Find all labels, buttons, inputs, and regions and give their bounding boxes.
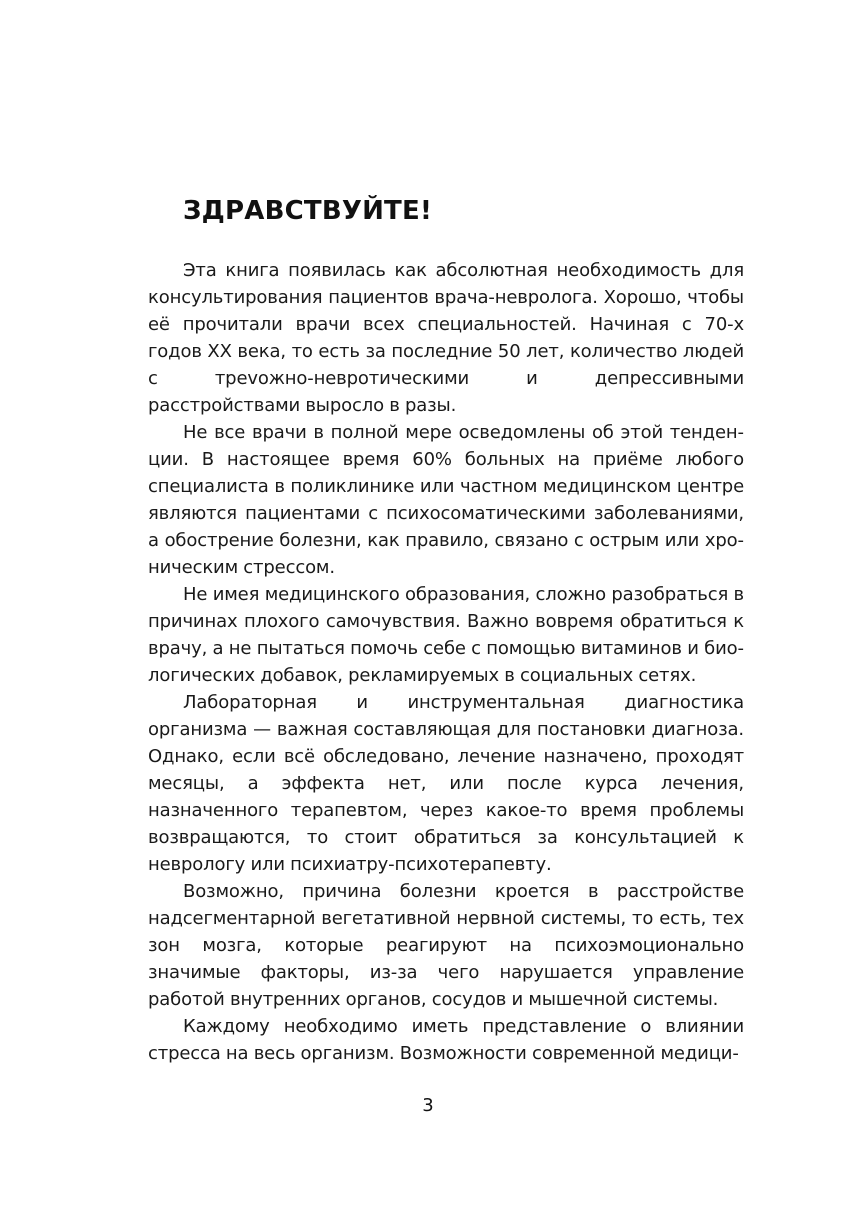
paragraph-5: Возможно, причина болезни кроется в расстройстве надсегментарной вегетативной нервной системы, то есть, тех зон мозга, которые реагируют на психоэмоционально значимые факторы, из-за чего нарушается управление работой внутренних органов, сосудов и мышечной системы. [148, 881, 744, 1010]
paragraph-4: Лабораторная и инструментальная диагностика организма — важная составляющая для постановки диагноза. Однако, если всё обследовано, лечение назначено, проходят месяцы, а эффекта нет, или после курса лечения, назначенного терапевтом, через какое-то время проблемы возвращаются, то стоит обратиться за консультацией к неврологу или психиатру-психотерапевту. [148, 692, 744, 875]
paragraph-3: Не имея медицинского образования, сложно разобраться в причинах плохого самочувствия. Важно вовремя обратиться к врачу, а не пытаться помочь себе с помощью витаминов и биологических добавок, рекламируемых в социальных сетях. [148, 584, 744, 686]
body-text [148, 257, 744, 1067]
paragraph-1: Эта книга появилась как абсолютная необходимость для консультирования пациентов врача-невролога. Хорошо, чтобы её прочитали врачи всех специальностей. Начиная с 70-х годов XX века, то есть за последние 50 лет, количество людей с треvожно-невротическими и депрессивными расстройствами выросло в разы. [148, 260, 744, 416]
paragraph-6: Каждому необходимо иметь представление о влиянии стресса на весь организм. Возможности современной медици- [148, 1016, 744, 1064]
paragraph-2: Не все врачи в полной мере осведомлены об этой тенденции. В настоящее время 60% больных на приёме любого специалиста в поликлинике или частном медицинском центре являются пациентами с психосоматическими заболеваниями, а обострение болезни, как правило, связано с острым или хроническим стрессом. [148, 422, 744, 578]
page-number: 3 [422, 1095, 434, 1116]
chapter-heading: ЗДРАВСТВУЙТЕ! [183, 196, 433, 226]
